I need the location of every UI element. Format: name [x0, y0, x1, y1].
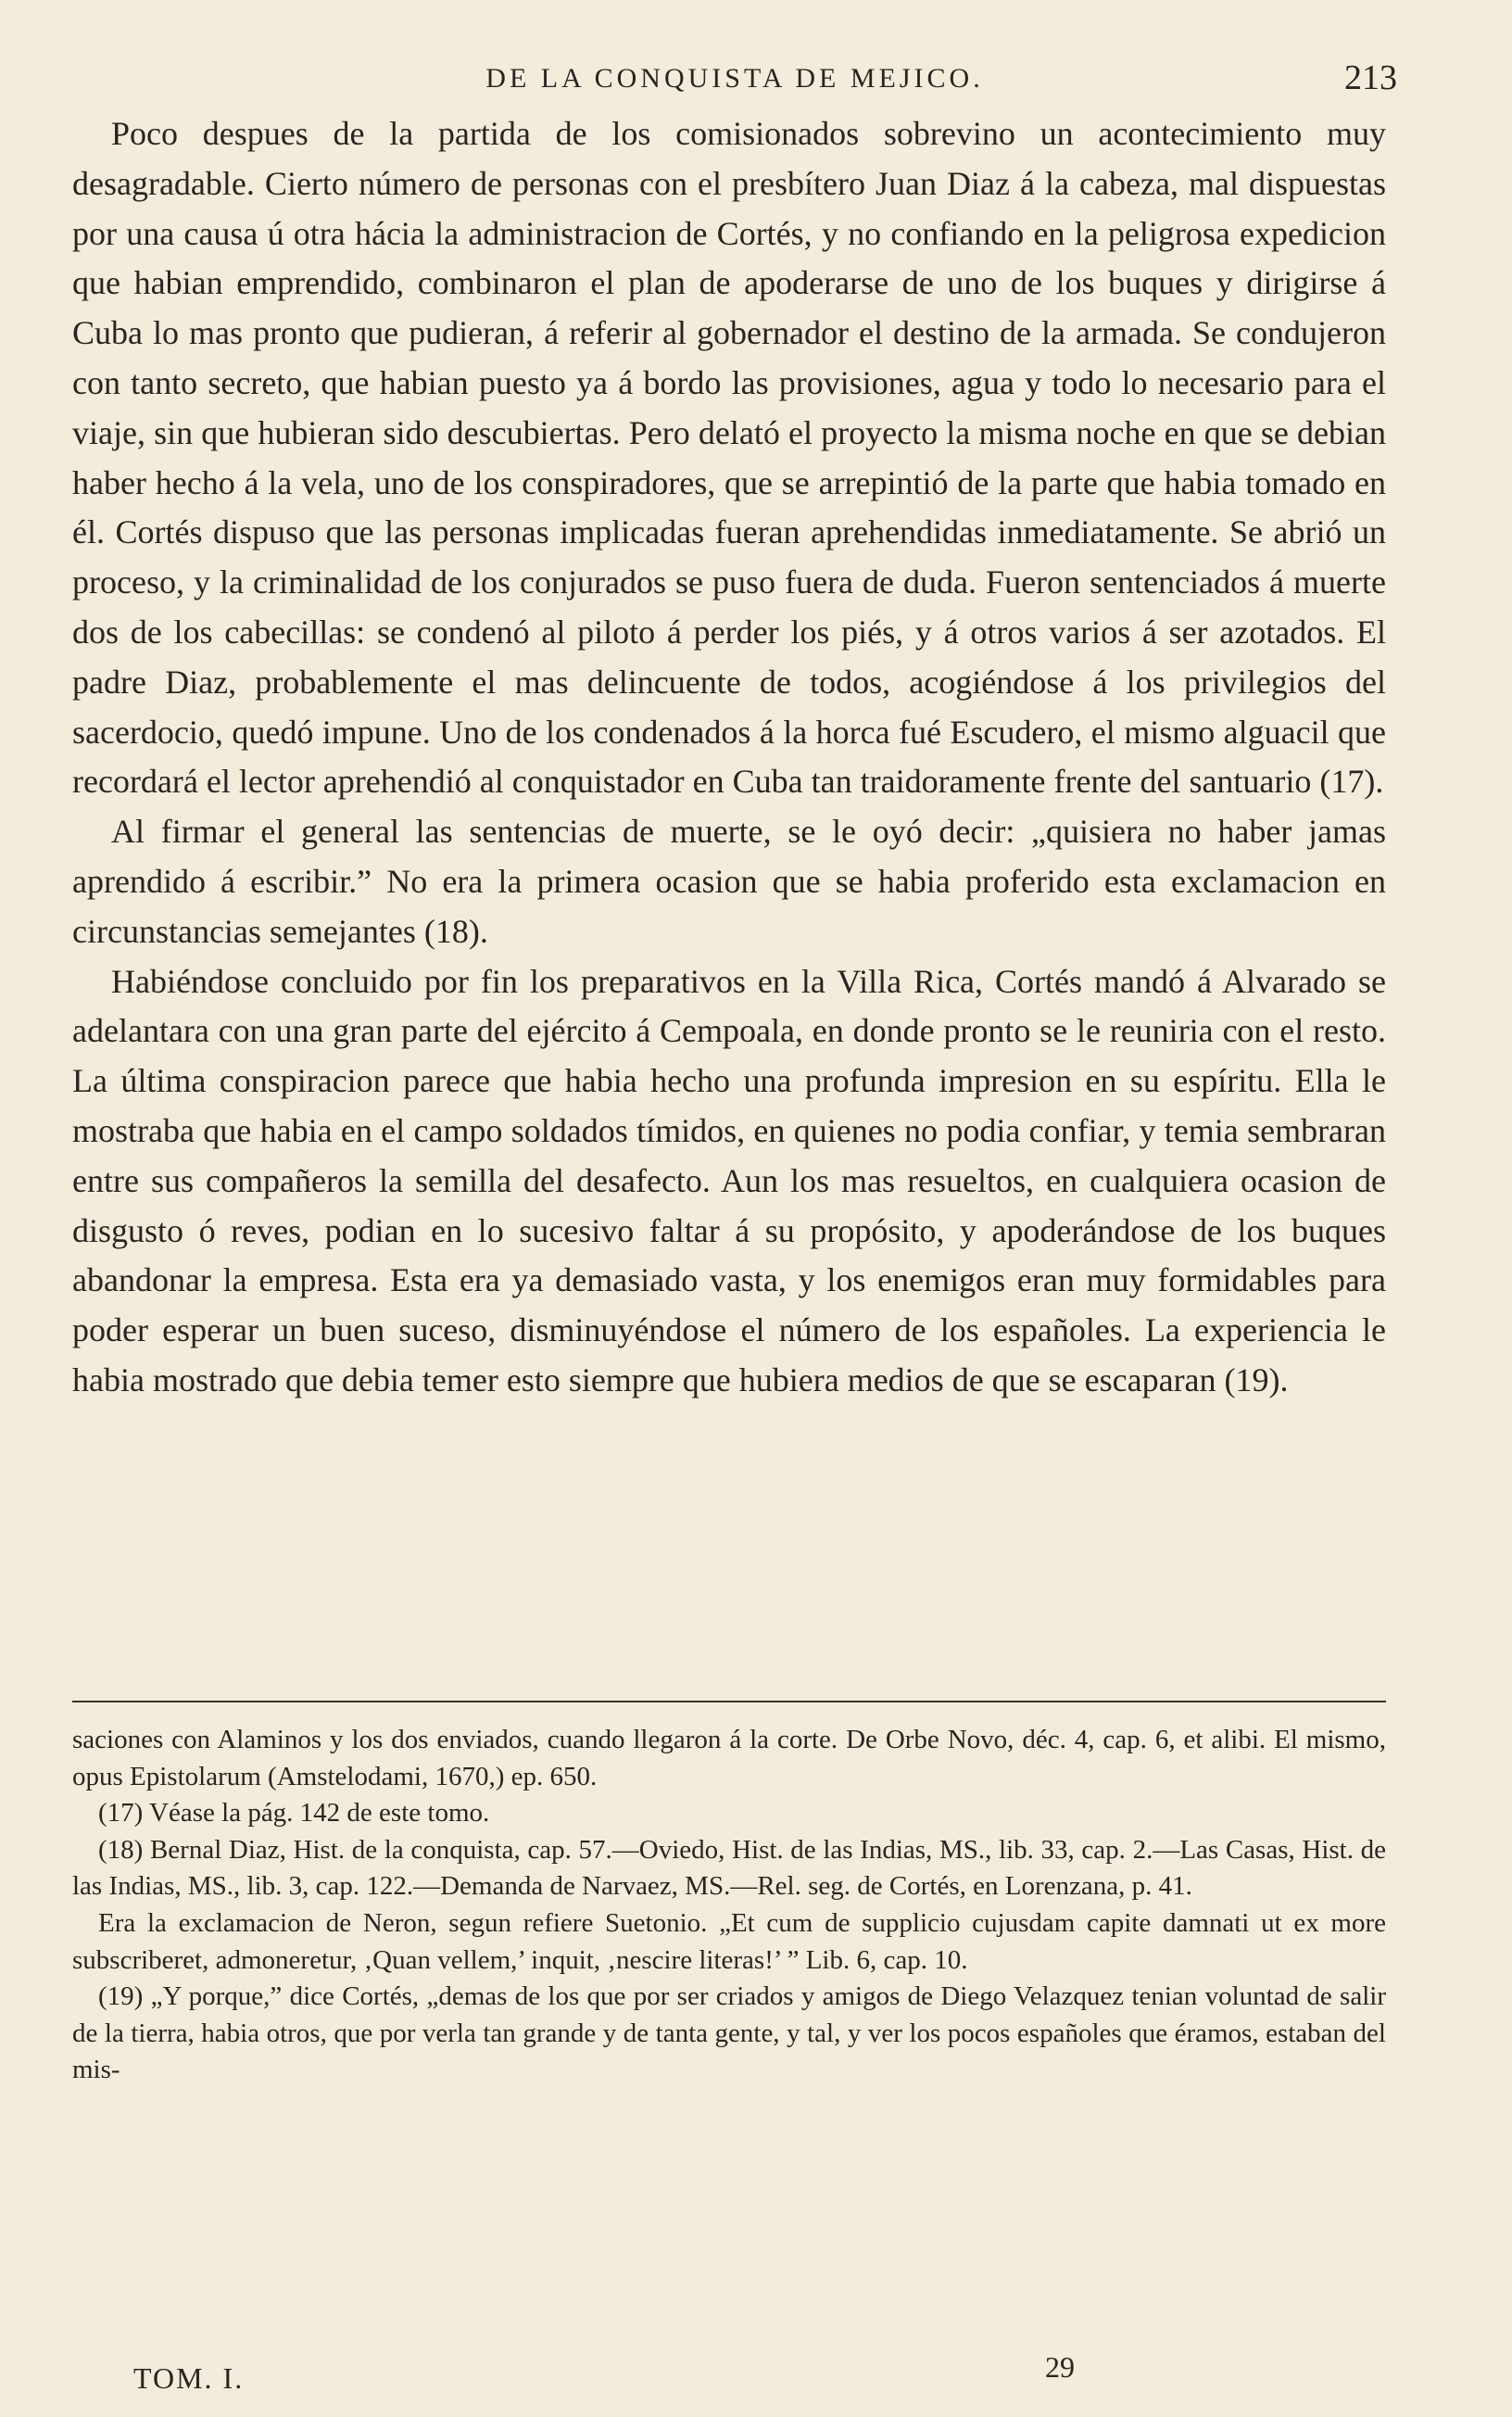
- body-paragraph: Habiéndose concluido por fin los preparativos en la Villa Rica, Cortés mandó á Alvarado se adelantara con una gran parte del ejército á Cempoala, en donde pronto se le reuniria con el resto. La última conspiracion parece que habia hecho una profunda impresion en su espíritu. Ella le mostraba que habia en el campo soldados tímidos, en quienes no podia confiar, y temia sembraran entre sus compañeros la semilla del desafecto. Aun los mas resueltos, en cualquiera ocasion de disgusto ó reves, podian en lo sucesivo faltar á su propósito, y apoderándose de los buques abandonar la empresa. Esta era ya demasiado vasta, y los enemigos eran muy formidables para poder esperar un buen suceso, disminuyéndose el número de los españoles. La experiencia le habia mostrado que debia temer esto siempre que hubiera medios de que se escaparan (19).: [72, 962, 1386, 1398]
- page-number: 213: [1344, 58, 1397, 97]
- body-paragraph: Al firmar el general las sentencias de muerte, se le oyó decir: „quisiera no haber jamas aprendido á escribir.” No era la primera ocasion que se habia proferido esta exclamacion en circunstancias semejantes (18).: [72, 813, 1386, 950]
- running-title: DE LA CONQUISTA DE MEJICO.: [485, 63, 984, 94]
- page-header: [72, 56, 1397, 102]
- footnote: (19) „Y porque,” dice Cortés, „demas de los que por ser criados y amigos de Diego Velazquez tenian voluntad de salir de la tierra, habia otros, que por verla tan grande y de tanta gente, y tal, y ver los pocos españoles que éramos, estaban del mis-: [72, 1981, 1386, 2085]
- signature-mark: 29: [1045, 2350, 1075, 2384]
- main-text: [72, 109, 1386, 1406]
- footnote: (18) Bernal Diaz, Hist. de la conquista, cap. 57.—Oviedo, Hist. de las Indias, MS., lib. 33, cap. 2.—Las Casas, Hist. de las Indias, MS., lib. 3, cap. 122.—Demanda de Narvaez, MS.—Rel. seg. de Cortés, en Lorenzana, p. 41.: [72, 1834, 1386, 1902]
- volume-label: TOM. I.: [133, 2361, 245, 2395]
- footnote-rule: [72, 1701, 1386, 1702]
- footnotes: [72, 1722, 1386, 2089]
- footnote: saciones con Alaminos y los dos enviados, cuando llegaron á la corte. De Orbe Novo, déc. 4, cap. 6, et alibi. El mismo, opus Epistolarum (Amstelodami, 1670,) ep. 650.: [72, 1725, 1386, 1791]
- footnote: Era la exclamacion de Neron, segun refiere Suetonio. „Et cum de supplicio cujusdam capite damnati ut ex more subscriberet, admoneretur, ‚Quan vellem,’ inquit, ‚nescire literas!’ ” Lib. 6, cap. 10.: [72, 1907, 1386, 1975]
- body-paragraph: Poco despues de la partida de los comisionados sobrevino un acontecimiento muy desagradable. Cierto número de personas con el presbítero Juan Diaz á la cabeza, mal dispuestas por una causa ú otra hácia la administracion de Cortés, y no confiando en la peligrosa expedicion que habian emprendido, combinaron el plan de apoderarse de uno de los buques y dirigirse á Cuba lo mas pronto que pudieran, á referir al gobernador el destino de la armada. Se condujeron con tanto secreto, que habian puesto ya á bordo las provisiones, agua y todo lo necesario para el viaje, sin que hubieran sido descubiertas. Pero delató el proyecto la misma noche en que se debian haber hecho á la vela, uno de los conspiradores, que se arrepintió de la parte que habia tomado en él. Cortés dispuso que las personas implicadas fueran aprehendidas inmediatamente. Se abrió un proceso, y la criminalidad de los conjurados se puso fuera de duda. Fueron sentenciados á muerte dos de los cabecillas: se condenó al piloto á perder los piés, y á otros varios á ser azotados. El padre Diaz, probablemente el mas delincuente de todos, acogiéndose á los privilegios del sacerdocio, quedó impune. Uno de los condenados á la horca fué Escudero, el mismo alguacil que recordará el lector aprehendió al conquistador en Cuba tan traidoramente frente del santuario (17).: [72, 115, 1386, 801]
- page-footer: [0, 2350, 1512, 2408]
- footnote: (17) Véase la pág. 142 de este tomo.: [98, 1798, 490, 1829]
